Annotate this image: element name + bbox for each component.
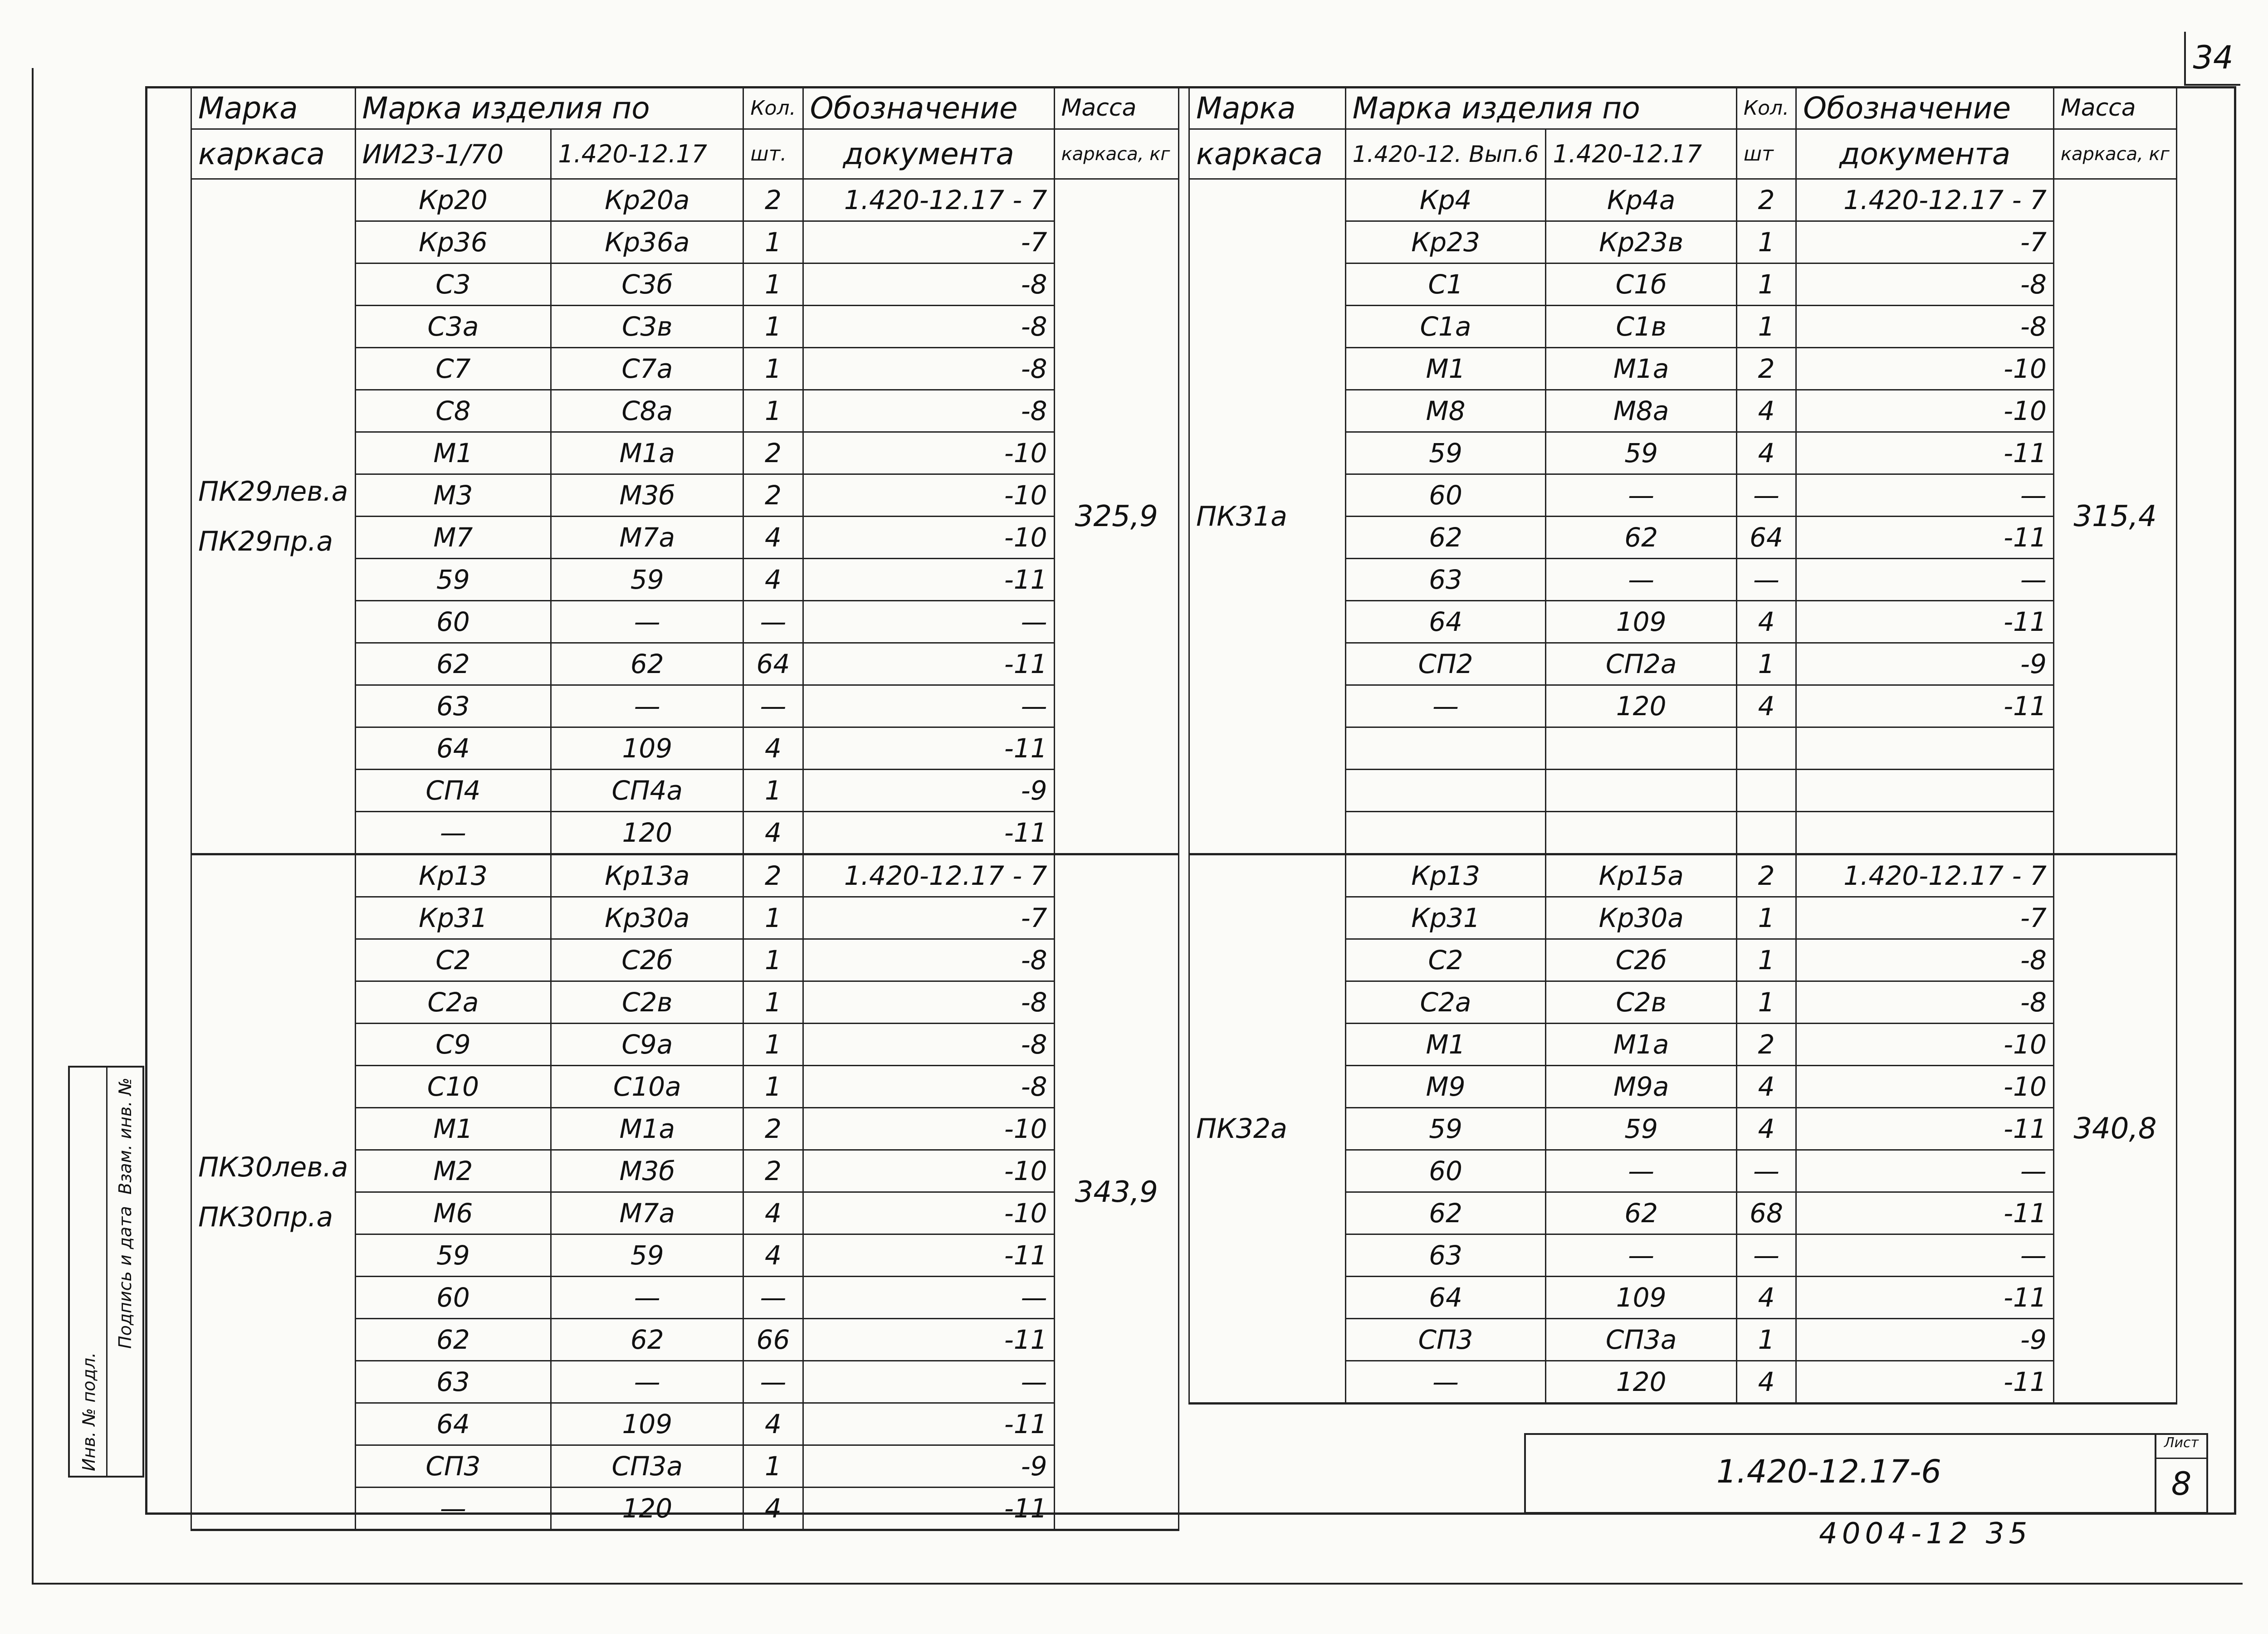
quantity: — xyxy=(1736,1150,1796,1192)
document-ref: -8 xyxy=(803,263,1054,306)
product-mark-b: — xyxy=(551,685,743,727)
frame-mark: ПК29пр.а xyxy=(198,525,333,557)
product-mark-b: С7а xyxy=(551,348,743,390)
document-ref: — xyxy=(803,685,1054,727)
product-mark-a: 64 xyxy=(1345,1277,1546,1319)
product-mark-a: 59 xyxy=(1345,432,1546,474)
product-mark-a: 64 xyxy=(355,1403,551,1445)
quantity: 1 xyxy=(743,1066,803,1108)
product-mark-a: М7 xyxy=(355,517,551,559)
header-frame-mark: Марка xyxy=(191,87,356,129)
product-mark-a: — xyxy=(1345,685,1546,727)
product-mark-b: — xyxy=(1546,474,1736,517)
quantity xyxy=(1736,727,1796,770)
header-doc: Обозначение xyxy=(1796,87,2054,129)
document-ref: — xyxy=(803,1361,1054,1403)
sheet-number-box xyxy=(2155,1435,2206,1512)
document-ref: — xyxy=(1796,1150,2054,1192)
product-mark-b: С2в xyxy=(1546,981,1736,1024)
document-ref: 1.420-12.17 - 7 xyxy=(1796,854,2054,897)
product-mark-a: — xyxy=(355,1488,551,1530)
header-doc-2: документа xyxy=(803,129,1054,179)
document-ref: -8 xyxy=(803,1024,1054,1066)
product-mark-b: — xyxy=(1546,1234,1736,1277)
quantity xyxy=(1736,770,1796,812)
product-mark-b: — xyxy=(1546,559,1736,601)
header-mass-2: каркаса, кг xyxy=(2053,129,2176,179)
product-mark-b: 120 xyxy=(1546,1361,1736,1404)
header-frame-mark: Марка xyxy=(1189,87,1346,129)
side-stamp-inv-no: Инв. № подл. xyxy=(79,1352,99,1471)
product-mark-a: 60 xyxy=(355,601,551,643)
product-mark-a: Кр31 xyxy=(1345,897,1546,939)
product-mark-b: — xyxy=(551,1277,743,1319)
product-mark-b: М3б xyxy=(551,1150,743,1192)
product-mark-a: М2 xyxy=(355,1150,551,1192)
product-mark-a: С10 xyxy=(355,1066,551,1108)
product-mark-a: Кр20 xyxy=(355,179,551,221)
product-mark-b: 62 xyxy=(551,1319,743,1361)
document-ref: -11 xyxy=(803,1234,1054,1277)
header-frame-mark-2: каркаса xyxy=(191,129,356,179)
product-mark-b: 120 xyxy=(551,812,743,854)
product-mark-a: С1а xyxy=(1345,306,1546,348)
document-ref: -10 xyxy=(803,517,1054,559)
frame-mass: 325,9 xyxy=(1054,179,1178,854)
quantity: 1 xyxy=(1736,263,1796,306)
product-mark-b: 62 xyxy=(1546,517,1736,559)
quantity: 2 xyxy=(1736,1024,1796,1066)
quantity: 1 xyxy=(743,770,803,812)
frame-mark-cell xyxy=(1189,854,1346,1404)
product-mark-b: Кр15а xyxy=(1546,854,1736,897)
product-mark-a: М1 xyxy=(355,432,551,474)
product-mark-b: М1а xyxy=(1546,1024,1736,1066)
table-row xyxy=(1189,854,2177,897)
frame-mark: ПК32а xyxy=(1196,1113,1287,1145)
frame-mark-cell xyxy=(191,854,356,1530)
product-mark-b: С8а xyxy=(551,390,743,432)
document-ref: — xyxy=(803,1277,1054,1319)
product-mark-b: 109 xyxy=(1546,601,1736,643)
product-mark-a: С2а xyxy=(1345,981,1546,1024)
left-spec-table xyxy=(191,86,1179,1531)
product-mark-a: С2 xyxy=(355,939,551,981)
document-ref: -10 xyxy=(803,1150,1054,1192)
header-qty: Кол. xyxy=(1736,87,1796,129)
document-ref: 1.420-12.17 - 7 xyxy=(803,854,1054,897)
product-mark-b xyxy=(1546,770,1736,812)
product-mark-a: 64 xyxy=(355,727,551,770)
product-mark-a: М1 xyxy=(1345,1024,1546,1066)
quantity: 68 xyxy=(1736,1192,1796,1234)
product-mark-a xyxy=(1345,812,1546,854)
product-mark-b: С2б xyxy=(551,939,743,981)
product-mark-b: С2б xyxy=(1546,939,1736,981)
product-mark-a: 62 xyxy=(355,643,551,685)
document-ref: -11 xyxy=(803,727,1054,770)
product-mark-b: 59 xyxy=(551,559,743,601)
quantity: 2 xyxy=(743,1108,803,1150)
document-ref: -11 xyxy=(803,643,1054,685)
product-mark-b: СП3а xyxy=(1546,1319,1736,1361)
product-mark-a: 59 xyxy=(1345,1108,1546,1150)
product-mark-b: Кр36а xyxy=(551,221,743,263)
product-mark-b: Кр30а xyxy=(1546,897,1736,939)
quantity: 2 xyxy=(743,432,803,474)
document-ref: -7 xyxy=(1796,221,2054,263)
header-sub1: 1.420-12. Вып.6 xyxy=(1345,129,1546,179)
table-row xyxy=(1189,179,2177,221)
product-mark-a: С2а xyxy=(355,981,551,1024)
quantity: 1 xyxy=(1736,939,1796,981)
product-mark-b xyxy=(1546,727,1736,770)
product-mark-a: М3 xyxy=(355,474,551,517)
title-block xyxy=(1524,1433,2208,1514)
document-ref: -11 xyxy=(803,812,1054,854)
document-ref: -11 xyxy=(1796,432,2054,474)
header-doc-2: документа xyxy=(1796,129,2054,179)
table-row xyxy=(191,179,1179,221)
document-ref: -11 xyxy=(1796,1361,2054,1404)
product-mark-a: 59 xyxy=(355,1234,551,1277)
document-ref: -11 xyxy=(803,1488,1054,1530)
document-ref: -9 xyxy=(803,1445,1054,1488)
document-ref xyxy=(1796,727,2054,770)
product-mark-a: СП3 xyxy=(1345,1319,1546,1361)
quantity: 1 xyxy=(743,897,803,939)
sheet-top-number: 34 xyxy=(2184,32,2240,86)
document-ref: -10 xyxy=(803,1108,1054,1150)
product-mark-b: 109 xyxy=(551,1403,743,1445)
quantity: 2 xyxy=(743,1150,803,1192)
header-product-mark: Марка изделия по xyxy=(1345,87,1736,129)
document-ref xyxy=(1796,770,2054,812)
product-mark-a: 63 xyxy=(355,1361,551,1403)
document-ref: -9 xyxy=(803,770,1054,812)
product-mark-a: С7 xyxy=(355,348,551,390)
quantity: 4 xyxy=(1736,685,1796,727)
product-mark-a: С3а xyxy=(355,306,551,348)
footer-note: 4004-12 35 xyxy=(1819,1517,2032,1551)
product-mark-a: Кр13 xyxy=(1345,854,1546,897)
quantity: — xyxy=(743,601,803,643)
frame-mass: 315,4 xyxy=(2053,179,2176,854)
product-mark-b: — xyxy=(551,601,743,643)
document-ref: -11 xyxy=(803,559,1054,601)
header-product-mark: Марка изделия по xyxy=(355,87,743,129)
document-ref: -11 xyxy=(803,1319,1054,1361)
product-mark-b: 109 xyxy=(551,727,743,770)
product-mark-b: 120 xyxy=(1546,685,1736,727)
quantity: 1 xyxy=(1736,897,1796,939)
product-mark-a: СП3 xyxy=(355,1445,551,1488)
right-spec-table xyxy=(1188,86,2177,1405)
document-ref: -10 xyxy=(1796,1066,2054,1108)
document-code: 1.420-12.17-6 xyxy=(1716,1453,1941,1490)
product-mark-b: 109 xyxy=(1546,1277,1736,1319)
document-ref: -8 xyxy=(803,939,1054,981)
sheet-label: Лист xyxy=(2156,1435,2206,1459)
quantity xyxy=(1736,812,1796,854)
document-ref: -8 xyxy=(1796,939,2054,981)
header-sub2: 1.420-12.17 xyxy=(551,129,743,179)
product-mark-a: С8 xyxy=(355,390,551,432)
document-ref: — xyxy=(1796,559,2054,601)
header-frame-mark-2: каркаса xyxy=(1189,129,1346,179)
document-ref: — xyxy=(803,601,1054,643)
document-ref: -8 xyxy=(1796,981,2054,1024)
document-ref: -9 xyxy=(1796,1319,2054,1361)
document-ref: -10 xyxy=(1796,1024,2054,1066)
product-mark-a: 59 xyxy=(355,559,551,601)
product-mark-a: — xyxy=(1345,1361,1546,1404)
product-mark-a: С9 xyxy=(355,1024,551,1066)
frame-mass: 340,8 xyxy=(2053,854,2176,1404)
quantity: 4 xyxy=(743,1488,803,1530)
quantity: 1 xyxy=(1736,306,1796,348)
product-mark-b: СП3а xyxy=(551,1445,743,1488)
quantity: — xyxy=(743,1277,803,1319)
document-ref: -8 xyxy=(803,1066,1054,1108)
document-ref: -11 xyxy=(1796,1108,2054,1150)
quantity: 4 xyxy=(1736,1361,1796,1404)
product-mark-a: 60 xyxy=(355,1277,551,1319)
product-mark-b: 120 xyxy=(551,1488,743,1530)
header-sub2: 1.420-12.17 xyxy=(1546,129,1736,179)
document-ref: -10 xyxy=(1796,390,2054,432)
product-mark-b: СП2а xyxy=(1546,643,1736,685)
frame-mass: 343,9 xyxy=(1054,854,1178,1530)
product-mark-a: 62 xyxy=(355,1319,551,1361)
product-mark-b: 59 xyxy=(1546,1108,1736,1150)
document-ref: -10 xyxy=(803,474,1054,517)
quantity: 1 xyxy=(743,348,803,390)
quantity: 4 xyxy=(1736,1277,1796,1319)
quantity: 4 xyxy=(743,517,803,559)
quantity: — xyxy=(1736,1234,1796,1277)
quantity: 4 xyxy=(1736,1108,1796,1150)
quantity: — xyxy=(743,1361,803,1403)
quantity: 1 xyxy=(743,1445,803,1488)
product-mark-b: Кр4а xyxy=(1546,179,1736,221)
document-ref: -8 xyxy=(803,390,1054,432)
document-ref: -7 xyxy=(1796,897,2054,939)
quantity: 64 xyxy=(1736,517,1796,559)
product-mark-b: С1б xyxy=(1546,263,1736,306)
quantity: 4 xyxy=(743,812,803,854)
product-mark-b: М9а xyxy=(1546,1066,1736,1108)
quantity: 1 xyxy=(743,981,803,1024)
header-mass: Масса xyxy=(2053,87,2176,129)
quantity: 1 xyxy=(743,390,803,432)
product-mark-b: М1а xyxy=(1546,348,1736,390)
product-mark-b: С10а xyxy=(551,1066,743,1108)
side-stamp-signature-date: Подпись и дата xyxy=(115,1206,135,1349)
product-mark-a: Кр4 xyxy=(1345,179,1546,221)
product-mark-a xyxy=(1345,727,1546,770)
product-mark-a: Кр23 xyxy=(1345,221,1546,263)
product-mark-a: С3 xyxy=(355,263,551,306)
document-ref: -11 xyxy=(1796,1192,2054,1234)
document-ref: -8 xyxy=(803,306,1054,348)
product-mark-a: 63 xyxy=(1345,559,1546,601)
document-ref: — xyxy=(1796,474,2054,517)
quantity: 4 xyxy=(1736,601,1796,643)
product-mark-b: Кр13а xyxy=(551,854,743,897)
document-ref: -8 xyxy=(803,981,1054,1024)
product-mark-b: Кр20а xyxy=(551,179,743,221)
product-mark-a: 63 xyxy=(1345,1234,1546,1277)
product-mark-b: — xyxy=(1546,1150,1736,1192)
quantity: 1 xyxy=(743,221,803,263)
product-mark-a: 62 xyxy=(1345,517,1546,559)
product-mark-b: С1в xyxy=(1546,306,1736,348)
document-ref: 1.420-12.17 - 7 xyxy=(1796,179,2054,221)
quantity: 4 xyxy=(743,559,803,601)
quantity: 4 xyxy=(1736,390,1796,432)
product-mark-a: Кр31 xyxy=(355,897,551,939)
product-mark-b: Кр30а xyxy=(551,897,743,939)
document-ref: -11 xyxy=(803,1403,1054,1445)
quantity: 1 xyxy=(1736,221,1796,263)
frame-mark: ПК30лев.а xyxy=(198,1151,348,1183)
quantity: — xyxy=(1736,474,1796,517)
quantity: 1 xyxy=(1736,643,1796,685)
document-ref: -11 xyxy=(1796,601,2054,643)
quantity: 4 xyxy=(743,727,803,770)
side-stamp-replaces-inv: Взам. инв. № xyxy=(115,1077,135,1195)
product-mark-b: М8а xyxy=(1546,390,1736,432)
product-mark-b xyxy=(1546,812,1736,854)
product-mark-a xyxy=(1345,770,1546,812)
product-mark-a: 63 xyxy=(355,685,551,727)
document-ref: -7 xyxy=(803,221,1054,263)
document-ref xyxy=(1796,812,2054,854)
quantity: 66 xyxy=(743,1319,803,1361)
product-mark-a: Кр13 xyxy=(355,854,551,897)
document-ref: -11 xyxy=(1796,517,2054,559)
quantity: 4 xyxy=(743,1403,803,1445)
document-ref: -10 xyxy=(803,432,1054,474)
frame-mark: ПК29лев.а xyxy=(198,475,348,507)
quantity: — xyxy=(1736,559,1796,601)
quantity: 1 xyxy=(1736,981,1796,1024)
product-mark-a: С1 xyxy=(1345,263,1546,306)
quantity: — xyxy=(743,685,803,727)
header-doc: Обозначение xyxy=(803,87,1054,129)
product-mark-b: 59 xyxy=(551,1234,743,1277)
quantity: 4 xyxy=(743,1234,803,1277)
quantity: 64 xyxy=(743,643,803,685)
document-ref: -11 xyxy=(1796,685,2054,727)
product-mark-b: С2в xyxy=(551,981,743,1024)
product-mark-a: СП4 xyxy=(355,770,551,812)
product-mark-a: С2 xyxy=(1345,939,1546,981)
product-mark-b: 59 xyxy=(1546,432,1736,474)
document-ref: -8 xyxy=(803,348,1054,390)
frame-mark-cell xyxy=(1189,179,1346,854)
product-mark-b: М7а xyxy=(551,517,743,559)
product-mark-a: 60 xyxy=(1345,1150,1546,1192)
product-mark-a: М1 xyxy=(355,1108,551,1150)
frame-mark-cell xyxy=(191,179,356,854)
product-mark-a: — xyxy=(355,812,551,854)
frame-mark: ПК30пр.а xyxy=(198,1201,333,1233)
quantity: 1 xyxy=(743,1024,803,1066)
side-stamp xyxy=(68,1066,144,1478)
product-mark-b: 62 xyxy=(1546,1192,1736,1234)
quantity: 4 xyxy=(743,1192,803,1234)
header-mass: Масса xyxy=(1054,87,1178,129)
quantity: 2 xyxy=(1736,854,1796,897)
document-ref: -11 xyxy=(1796,1277,2054,1319)
quantity: 2 xyxy=(743,854,803,897)
header-qty-2: шт. xyxy=(743,129,803,179)
product-mark-b: СП4а xyxy=(551,770,743,812)
quantity: 4 xyxy=(1736,1066,1796,1108)
product-mark-a: М8 xyxy=(1345,390,1546,432)
product-mark-b: М1а xyxy=(551,432,743,474)
product-mark-b: М1а xyxy=(551,1108,743,1150)
document-ref: -9 xyxy=(1796,643,2054,685)
product-mark-b: М7а xyxy=(551,1192,743,1234)
product-mark-b: М3б xyxy=(551,474,743,517)
quantity: 2 xyxy=(1736,348,1796,390)
quantity: 1 xyxy=(743,306,803,348)
product-mark-a: 64 xyxy=(1345,601,1546,643)
quantity: 2 xyxy=(743,474,803,517)
product-mark-b: С3б xyxy=(551,263,743,306)
header-sub1: ИИ23-1/70 xyxy=(355,129,551,179)
quantity: 2 xyxy=(743,179,803,221)
document-ref: -8 xyxy=(1796,306,2054,348)
quantity: 1 xyxy=(743,939,803,981)
quantity: 2 xyxy=(1736,179,1796,221)
frame-mark: ПК31а xyxy=(1196,500,1287,532)
table-row xyxy=(191,854,1179,897)
product-mark-b: — xyxy=(551,1361,743,1403)
product-mark-a: М6 xyxy=(355,1192,551,1234)
product-mark-b: С3в xyxy=(551,306,743,348)
document-ref: — xyxy=(1796,1234,2054,1277)
product-mark-a: Кр36 xyxy=(355,221,551,263)
product-mark-a: 60 xyxy=(1345,474,1546,517)
header-mass-2: каркаса, кг xyxy=(1054,129,1178,179)
document-ref: -7 xyxy=(803,897,1054,939)
product-mark-a: М1 xyxy=(1345,348,1546,390)
product-mark-a: 62 xyxy=(1345,1192,1546,1234)
product-mark-b: 62 xyxy=(551,643,743,685)
header-qty-2: шт xyxy=(1736,129,1796,179)
header-qty: Кол. xyxy=(743,87,803,129)
document-ref: -10 xyxy=(803,1192,1054,1234)
product-mark-b: С9а xyxy=(551,1024,743,1066)
product-mark-a: СП2 xyxy=(1345,643,1546,685)
product-mark-b: Кр23в xyxy=(1546,221,1736,263)
quantity: 1 xyxy=(743,263,803,306)
product-mark-a: М9 xyxy=(1345,1066,1546,1108)
quantity: 1 xyxy=(1736,1319,1796,1361)
quantity: 4 xyxy=(1736,432,1796,474)
document-ref: -8 xyxy=(1796,263,2054,306)
document-ref: 1.420-12.17 - 7 xyxy=(803,179,1054,221)
document-ref: -10 xyxy=(1796,348,2054,390)
sheet-number: 8 xyxy=(2171,1465,2192,1502)
